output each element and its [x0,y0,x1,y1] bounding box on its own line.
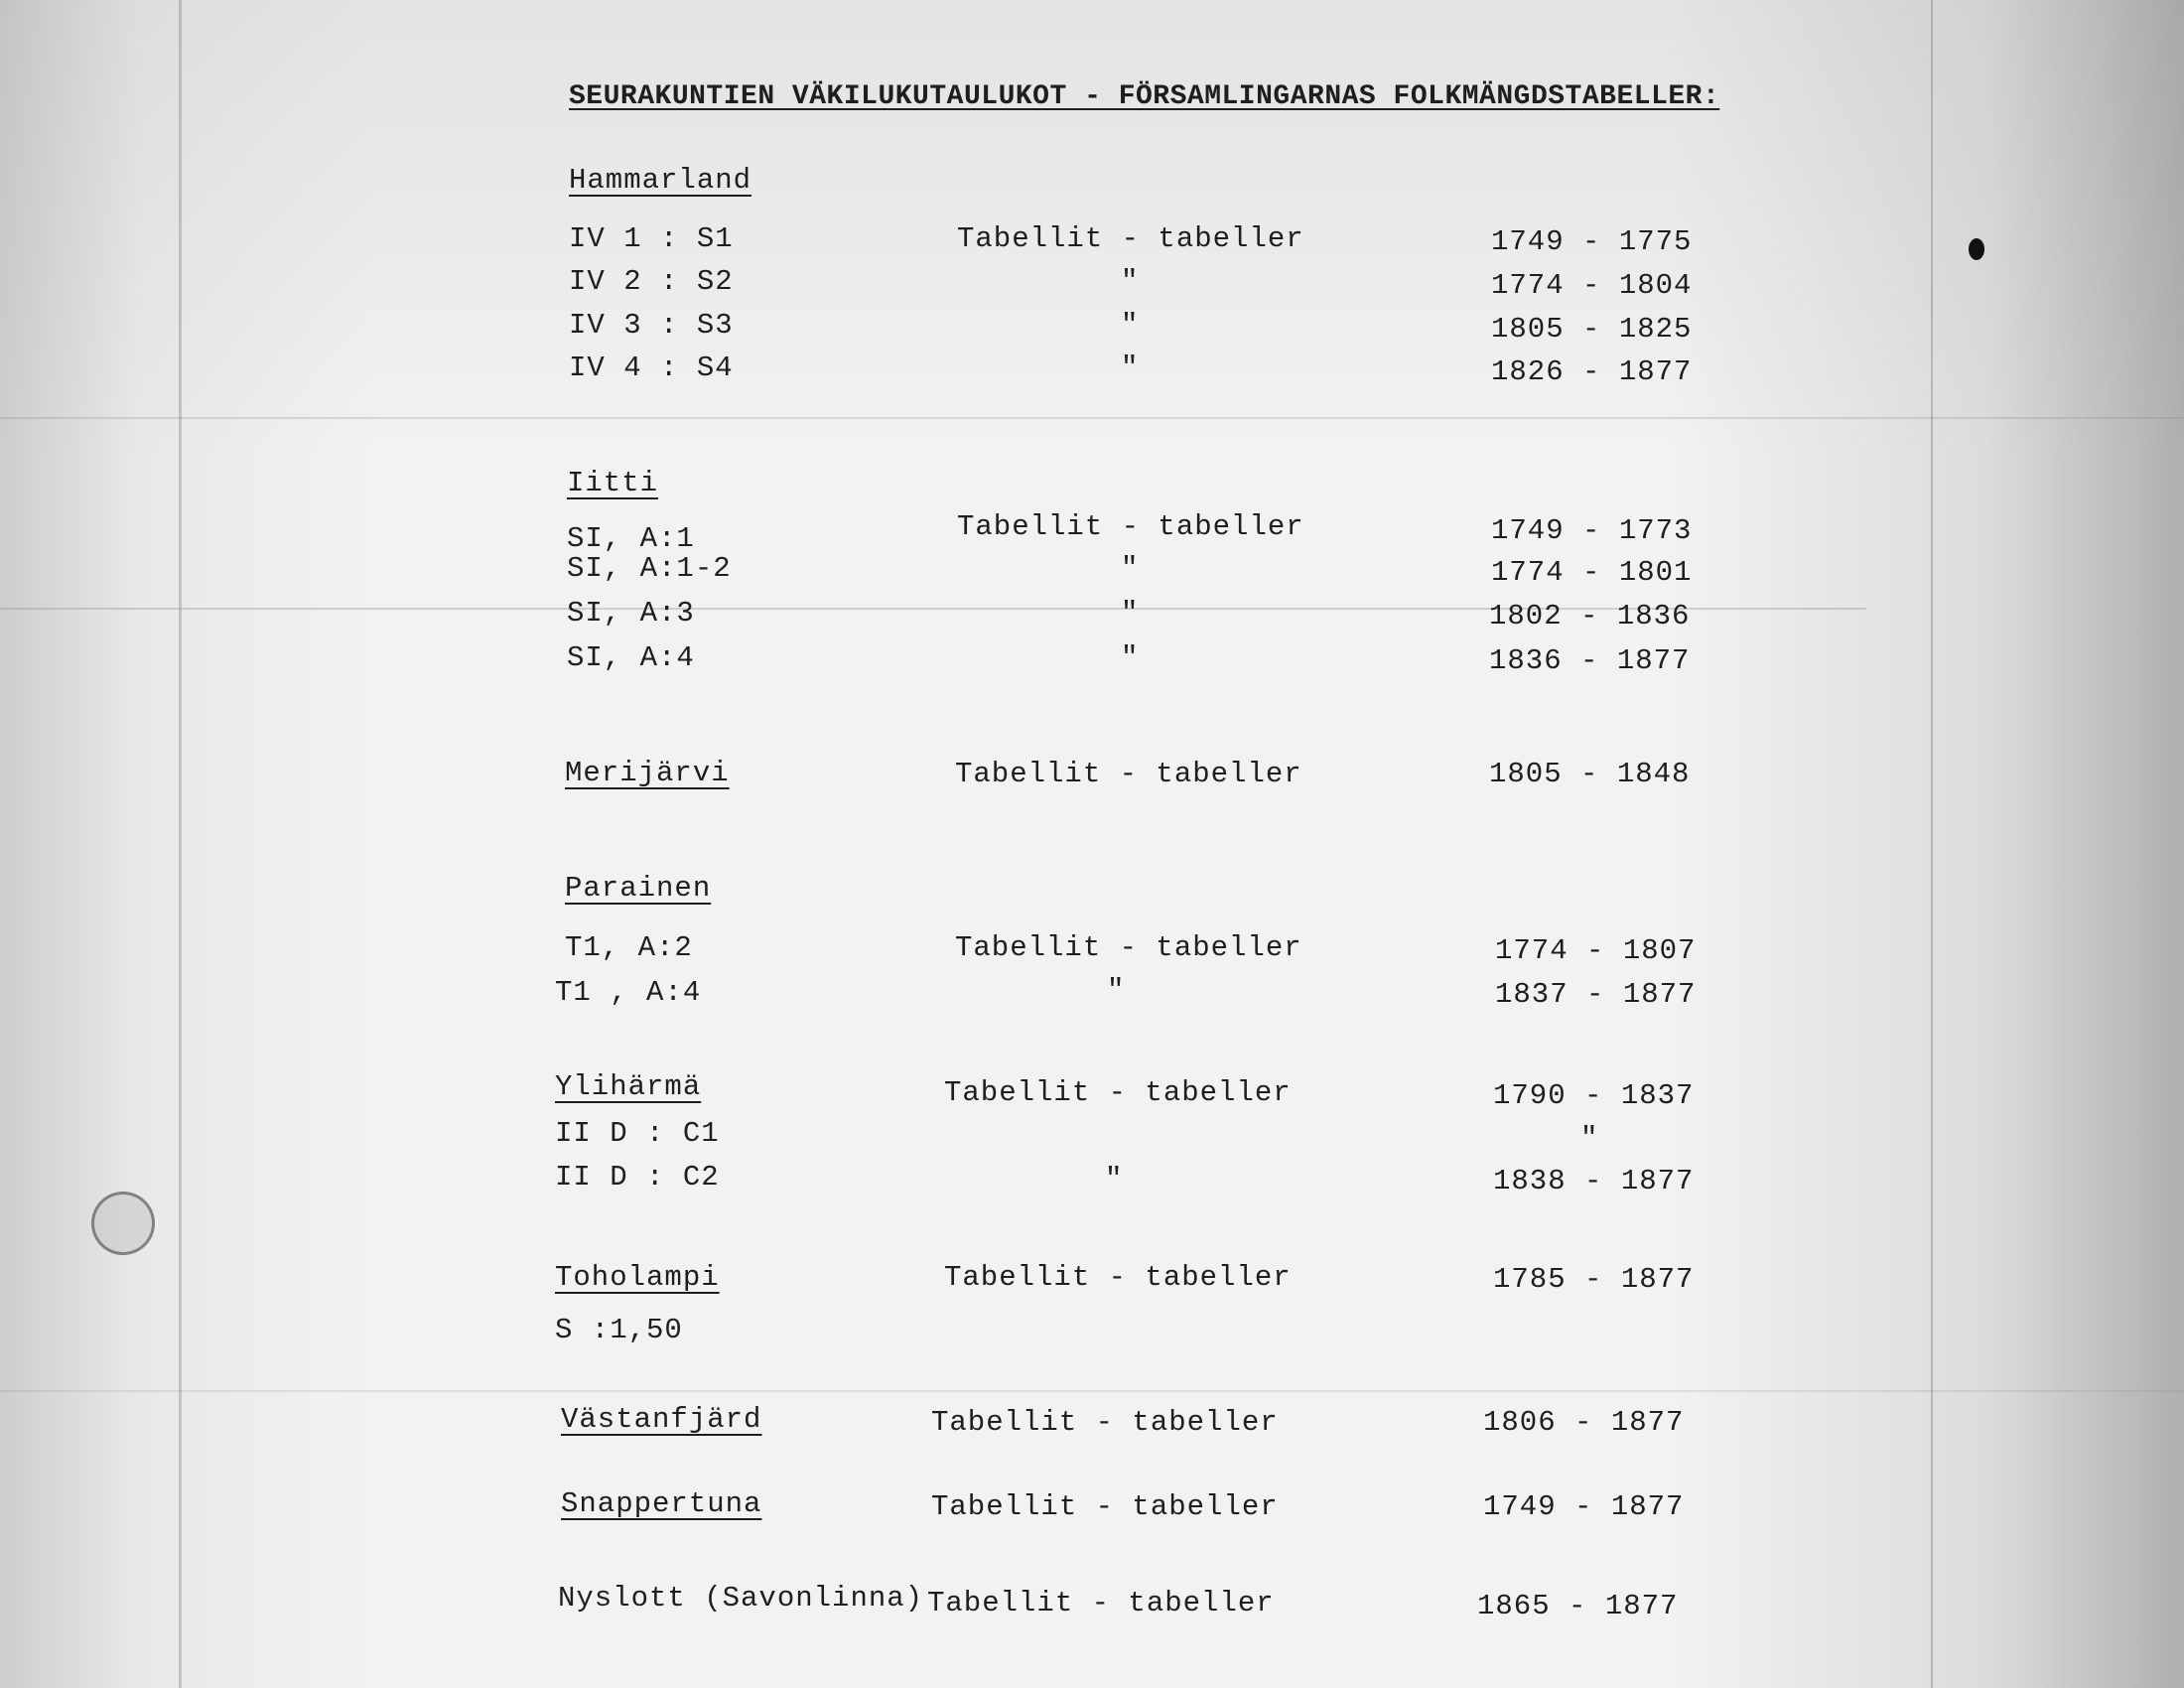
ditto-mark: " [1121,597,1140,630]
parish-heading-merijarvi: Merijärvi [565,757,730,789]
ditto-mark: " [1121,265,1140,298]
archive-ref: SI, A:4 [567,641,695,674]
year-range: 1774 - 1807 [1495,934,1697,967]
paper-fold-vertical-right [1931,0,1933,1688]
paper-fold-vertical-left [179,0,182,1688]
year-range: 1790 - 1837 [1493,1079,1695,1112]
year-range: 1749 - 1775 [1491,225,1693,258]
archive-ref: IV 1 : S1 [569,222,734,255]
ditto-mark: " [1121,552,1140,585]
record-description: Tabellit - tabeller [931,1490,1279,1523]
record-description: Tabellit - tabeller [927,1587,1275,1619]
paper-fold-horizontal [0,1390,2184,1392]
year-range: 1805 - 1848 [1489,758,1691,790]
archive-ref: II D : C1 [555,1117,720,1150]
paper-fold-horizontal [0,417,2184,419]
ditto-mark: " [1121,641,1140,674]
year-range: 1837 - 1877 [1495,978,1697,1011]
ditto-mark: " [1121,309,1140,342]
parish-heading-vastanfjard: Västanfjärd [561,1403,762,1436]
parish-heading-ylihärmä: Ylihärmä [555,1070,702,1103]
record-description: Tabellit - tabeller [955,931,1302,964]
parish-heading-parainen: Parainen [565,872,712,905]
year-range: 1838 - 1877 [1493,1165,1695,1197]
parish-heading-snappertuna: Snappertuna [561,1487,762,1520]
record-description: Tabellit - tabeller [944,1261,1292,1294]
record-description: Tabellit - tabeller [944,1076,1292,1109]
paper-stain [91,1192,155,1255]
archive-ref: SI, A:1 [567,522,695,555]
archive-ref: SI, A:3 [567,597,695,630]
year-range: 1806 - 1877 [1483,1406,1685,1439]
record-description: Tabellit - tabeller [955,758,1302,790]
parish-heading-iitti: Iitti [567,467,659,499]
parish-heading-hammarland: Hammarland [569,164,752,197]
archive-ref: IV 2 : S2 [569,265,734,298]
archive-ref: S :1,50 [555,1314,683,1346]
parish-heading-toholampi: Toholampi [555,1261,720,1294]
year-range: 1865 - 1877 [1477,1590,1679,1622]
record-description: Tabellit - tabeller [957,222,1304,255]
ditto-mark: " [1107,974,1126,1007]
year-range: 1805 - 1825 [1491,313,1693,346]
ditto-mark: " [1121,352,1140,384]
year-range: 1785 - 1877 [1493,1263,1695,1296]
record-description: Tabellit - tabeller [931,1406,1279,1439]
document-title: SEURAKUNTIEN VÄKILUKUTAULUKOT - FÖRSAMLINGARNAS FOLKMÄNGDSTABELLER: [569,81,1720,112]
year-range: 1802 - 1836 [1489,600,1691,633]
year-range: 1774 - 1804 [1491,269,1693,302]
year-range: 1749 - 1877 [1483,1490,1685,1523]
ditto-mark: " [1580,1122,1599,1155]
archive-ref: T1 , A:4 [555,976,702,1009]
archive-ref: II D : C2 [555,1161,720,1194]
ditto-mark: " [1105,1163,1124,1196]
year-range: 1826 - 1877 [1491,355,1693,388]
archive-ref: IV 4 : S4 [569,352,734,384]
year-range: 1774 - 1801 [1491,556,1693,589]
year-range: 1836 - 1877 [1489,644,1691,677]
ink-blot [1969,238,1984,260]
archive-ref: SI, A:1-2 [567,552,732,585]
parish-heading-nyslott: Nyslott (Savonlinna) [558,1582,924,1615]
archive-ref: T1, A:2 [565,931,693,964]
record-description: Tabellit - tabeller [957,510,1304,543]
year-range: 1749 - 1773 [1491,514,1693,547]
archive-ref: IV 3 : S3 [569,309,734,342]
